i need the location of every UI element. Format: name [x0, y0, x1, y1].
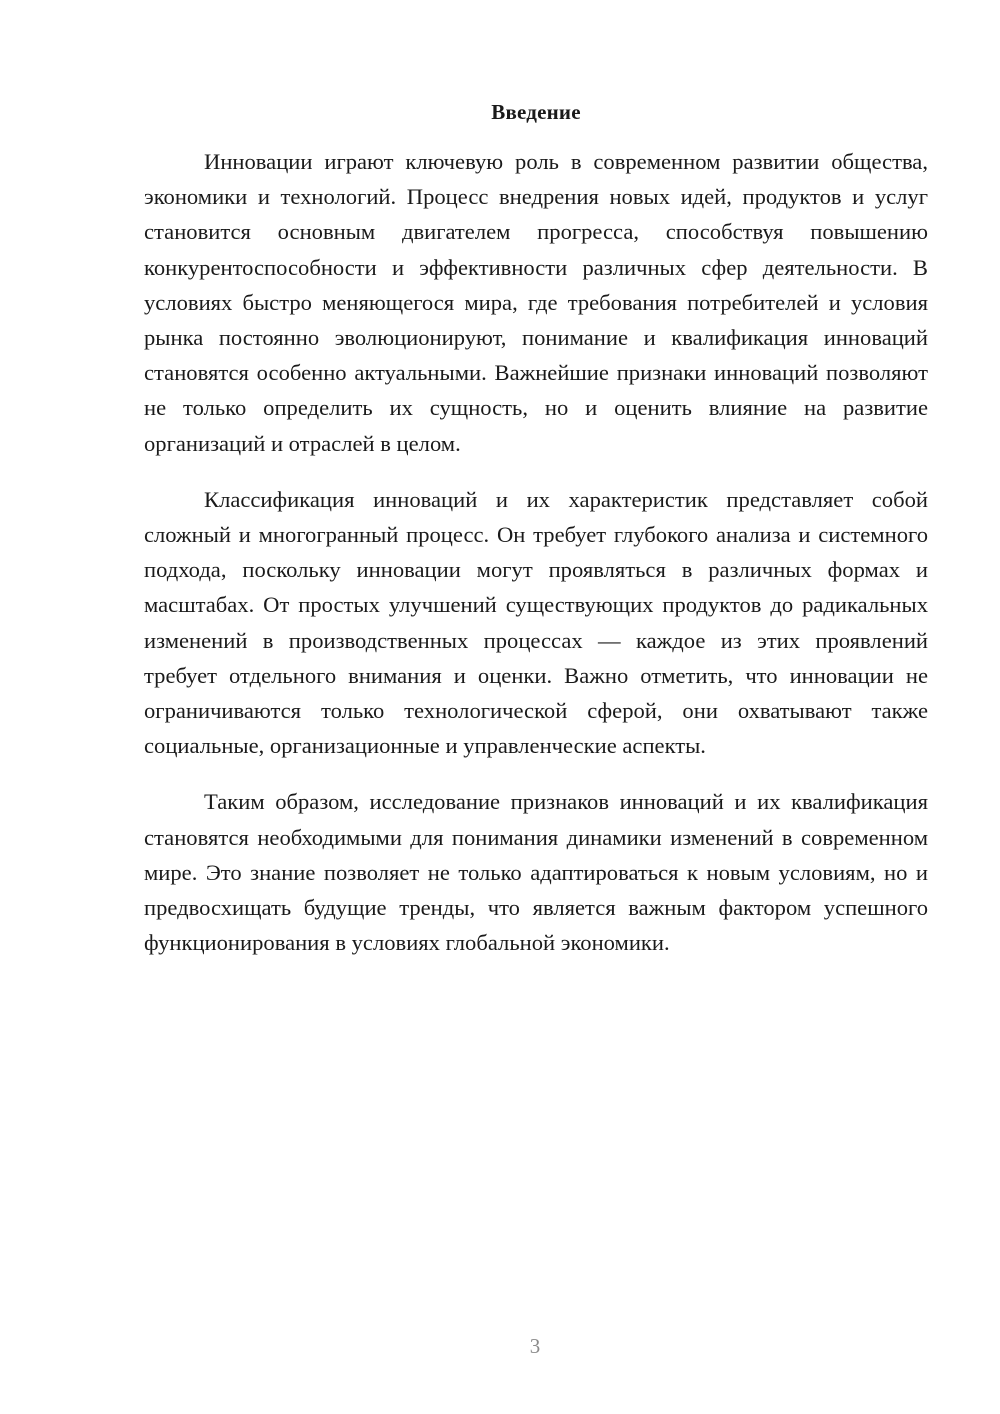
- section-heading: Введение: [491, 100, 581, 124]
- page-number: 3: [529, 1334, 541, 1358]
- page-content: [144, 96, 928, 960]
- paragraph-3: Таким образом, исследование признаков инноваций и их квалификация становятся необходимыми для понимания динамики изменений в современном мире. Это знание позволяет не только адаптироваться к новым условиям, но и предвосхищать будущие тренды, что является важным фактором успешного функционирования в условиях глобальной экономики.: [144, 789, 928, 956]
- paragraph-2: Классификация инноваций и их характеристик представляет собой сложный и многогранный процесс. Он требует глубокого анализа и системного подхода, поскольку инновации могут проявляться в различных формах и масштабах. От простых улучшений существующих продуктов до радикальных изменений в производственных процессах — каждое из этих проявлений требует отдельного внимания и оценки. Важно отметить, что инновации не ограничиваются только технологической сферой, они охватывают также социальные, организационные и управленческие аспекты.: [144, 486, 928, 759]
- paragraph-1: Инновации играют ключевую роль в современном развитии общества, экономики и технологий. Процесс внедрения новых идей, продуктов и услуг становится основным двигателем прогресса, способствуя повышению конкурентоспособности и эффективности различных сфер деятельности. В условиях быстро меняющегося мира, где требования потребителей и условия рынка постоянно эволюционируют, понимание и квалификация инноваций становятся особенно актуальными. Важнейшие признаки инноваций позволяют не только определить их сущность, но и оценить влияние на развитие организаций и отраслей в целом.: [144, 149, 928, 456]
